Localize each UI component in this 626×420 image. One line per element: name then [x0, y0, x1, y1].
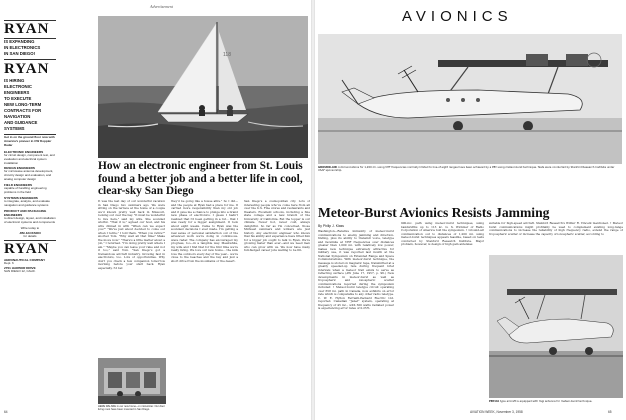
ryan-section-title: SYSTEMS ENGINEERS: [4, 195, 38, 200]
ryan-section: [4, 209, 56, 225]
ryan-hiring-line: NAVIGATION: [4, 114, 31, 119]
ad-body-column-1: It was the last day of our wonderful vacation in San Diego two summers ago. We were sitting on the terrace at the home of a couple we'd known pretty well back in Missouri, looking out over the bay. "It must be wonderful to live here," said my wife. She sounded wistful. "That it is," agreed our host, and his wife chimed in with "When can we expect you?" "We've just about decided to come out when I retire," I told them. "When you retire?" snorted Tom. "Why wait all that time? Make the move now." "There's a little matter about a job," I returned. "I'm doing pretty well where I am." "Maybe you can leave your rake and not it too," said Tom. "San Diego's got a tremendous aircraft industry. Growing fast in electronics, too. Lots of opportunities. Why don't you check a few companion tomorrow morning before your start back. Ryan especially. I'd bet: [98, 200, 165, 270]
ryan-section: [4, 166, 56, 182]
page-gutter: [311, 0, 315, 420]
ryan-section-text: for microwave antenna development, circuitry design and evaluation, and analog computer design: [4, 169, 54, 182]
ryan-hiring-line: CONTRACTS FOR: [4, 108, 42, 113]
section-title: AVIONICS: [402, 8, 513, 25]
pby-6a-photo: [489, 255, 623, 398]
left-page: [0, 0, 311, 420]
article-column-3: suitable for high-speed aircraft. Stanford Research's Wilbur R. Vincent mentioned. • Meteor burst communications might profitably be used to complement existing long-range communications to increase the reliability of high frequency radio, extend the range of tropospheric scatter or increase the capacity of ionospheric scatter, according to: [489, 222, 623, 236]
ryan-write-today: Write today to: [20, 225, 40, 230]
pby-6a-caption-text: type aircraft is equipped with Yagi antenna for meteor-burst technique.: [499, 400, 593, 403]
ryan-headline-line: IS EXPANDING: [4, 39, 35, 44]
article-byline: By Philip J. Klass: [318, 224, 345, 228]
svg-text:118: 118: [223, 52, 231, 58]
ryan-hiring-line: AND GUIDANCE: [4, 120, 38, 125]
article-column-2: 900-mc. path using meteor-burst techniques, using bandwidths up to 113 kc. G. S. Wickizer of Radio Corporation of America told the symposium. • Ground-air communication out to distances of 1,200 mi. using meteor-burst techniques appears feasible, based on tests conducted by Stanford Research Institute. Major problem, however, is design of high gain antennas: [401, 222, 484, 246]
ryan-section: [4, 196, 56, 208]
ryan-sidebar-ad: [4, 20, 56, 412]
ad-headline: How an electronic engineer from St. Louis found a better job and a better life in cool, clear-sky San Diego: [98, 160, 303, 198]
ryan-headline-line: IN ELECTRONICS: [4, 45, 41, 50]
home-illustration: [98, 358, 166, 404]
ryan-address: 2701 HARBOR DRIVE: [4, 266, 36, 271]
ryan-hiring-line: NEW LONG-TERM: [4, 102, 42, 107]
sailboat-photo: [98, 16, 308, 158]
ryan-contact-name: JIM JACKSON: [19, 230, 41, 235]
pby-6a-caption-lead: PBY-6A: [489, 400, 500, 403]
right-page-footer: AVIATION WEEK, November 3, 1958: [470, 410, 523, 414]
sailboat-illustration: [98, 16, 308, 158]
ad-body-column-3: San Diego's a cosmopolitan city. Lots of interesting people who've come here from all over the U.S. Fine stores and restaurants and theaters. Excellent schools, including a fine state college and a new branch of the University of California. But the topper is our climate. Never hot, never cold, always delightful. So far as I'm concerned, those Midwest summers and winters are just history. Any electronic engineer who knows that his ability and experience have fitted him for a bigger job ought to talk to Ryan. We're growing faster than ever—and we need men who can grow with us. We now have many full-fledged career jobs waiting to be fill-: [244, 200, 310, 252]
article-column-1: Washington—Relative immunity of meteor-burst communications to enemy jamming and direction-finding, plus its ability to transmit voice, teletype and facsimile at VHF frequencies over distances greater than 1,000 mi. with relatively low power, makes new technique extremely attractive for military use, it was reported last month at the National Symposium on Extended Range and Space Communications. With meteor-burst technique, the message is stored on magnetic tape, transmitted at a greatly speeded-up rate during frequent brief intervals when a meteor trail exists to serve as reflecting surface (AW June 17, 1957, p. 96.) New developments in meteor-burst as well as tropospheric and ionospheric scatter communications reported during the symposium included: • Meteor-burst teletype circuit operating over 658 mi. path in Canada, now exhibits on error rate which is comparable to any other radio teletype. C. W. E. Hylton Ferranti-Packard Electric Ltd. reported. Canadian "Janet" system, operating at frequency of 45 mc., with 500 watts radiated power is experiencing error rates of 0.25%: [318, 230, 394, 310]
ryan-logo: RYAN: [4, 61, 50, 77]
right-page-number: 65: [608, 410, 612, 414]
pby-photo: [318, 34, 622, 164]
ryan-intro: Get in on the ground floor now with America's pioneer in CW Doppler Radar: [4, 135, 55, 147]
pby-photo-caption: [318, 166, 622, 173]
ryan-logo: RYAN: [4, 21, 50, 37]
ryan-company: AERONAUTICAL COMPANY: [4, 258, 46, 263]
pby-caption-text: communications for 1,200 mi. using VHF frequencies normally limited to line-of-sight ranges have been achieved by a PBY using meteor-burst technique. Tests were conducted by Stanford Research Institute under USAF sponsorship.: [318, 166, 615, 173]
ryan-section-text: for circuit design, component test, and evaluation and electrical system installation: [4, 152, 55, 165]
divider: [4, 59, 56, 60]
pby-6a-caption: [489, 400, 623, 403]
advertisement-label: Advertisement: [150, 4, 173, 9]
ryan-hiring-line: TO EXECUTE: [4, 96, 32, 101]
pby-illustration: [318, 34, 622, 164]
ryan-section-text: to integrate, analyze, and evaluate navigation and guidance systems: [4, 198, 50, 207]
home-photo-caption: HERE WE ARE in our new home—in mid-winter. Our door living must have been invented in San Diego.: [98, 405, 165, 412]
ryan-section-title: ELECTRONIC ENGINEERS: [4, 149, 44, 154]
ryan-section-title: DESIGN ENGINEERS: [4, 166, 35, 171]
article-headline: Meteor-Burst Avionics Resists Jamming: [318, 205, 550, 220]
ryan-section: [4, 150, 56, 166]
ryan-section-text: capable of handling engineering problems in the field: [4, 186, 47, 195]
ryan-section: [4, 183, 56, 195]
ryan-section-title: FIELD ENGINEERS: [4, 183, 33, 188]
left-page-number: 64: [4, 410, 8, 414]
ryan-section-title: PRODUCT AND PACKAGING ENGINEERS: [4, 208, 47, 217]
ad-body-column-2: they'd be going like a house afire." So I did—and the people at Ryan had a place for me. It carried more responsibility than my old job and it gave me a chance to plunge into a brand new phase of electronics. I guess I hadn't realized that I'd been getting in a rut... that I was ready for a bigger assignment. It took about eight weeks. Came to Ryan was the soundest decisions I ever made. I'm getting a real sense of personal satisfaction out of the advanced work we're doing in continuous-wave radar. The company has encouraged my progress, too—in a tangible way. Meanwhile, my wife and I find that for the first time we're really living. We love our new home... the kids love the outdoors every day of the year... we're close to the beaches and the bay and just a short drive from the mountains or the desert.: [171, 200, 238, 263]
ryan-contact-title: for details: [23, 233, 37, 238]
ryan-city: SAN DIEGO 12, CALIF.: [4, 269, 36, 274]
home-photo: [98, 358, 166, 404]
ryan-logo-bottom: RYAN: [4, 241, 50, 258]
pby-6a-illustration: [489, 255, 623, 398]
ryan-hiring-line: ENGINEERS: [4, 90, 30, 95]
ryan-hiring-line: SYSTEMS: [4, 126, 25, 131]
ryan-dept: Dept. 6: [4, 261, 14, 266]
ryan-section-text: to direct design, layout, and installation of electronic systems and components: [4, 215, 56, 224]
pby-caption-lead: GROUND-AIR: [318, 166, 337, 169]
ryan-headline-line: IN SAN DIEGO!: [4, 51, 36, 56]
ryan-hiring-line: ELECTRONIC: [4, 84, 32, 89]
ryan-hiring-line: IS HIRING: [4, 78, 25, 83]
